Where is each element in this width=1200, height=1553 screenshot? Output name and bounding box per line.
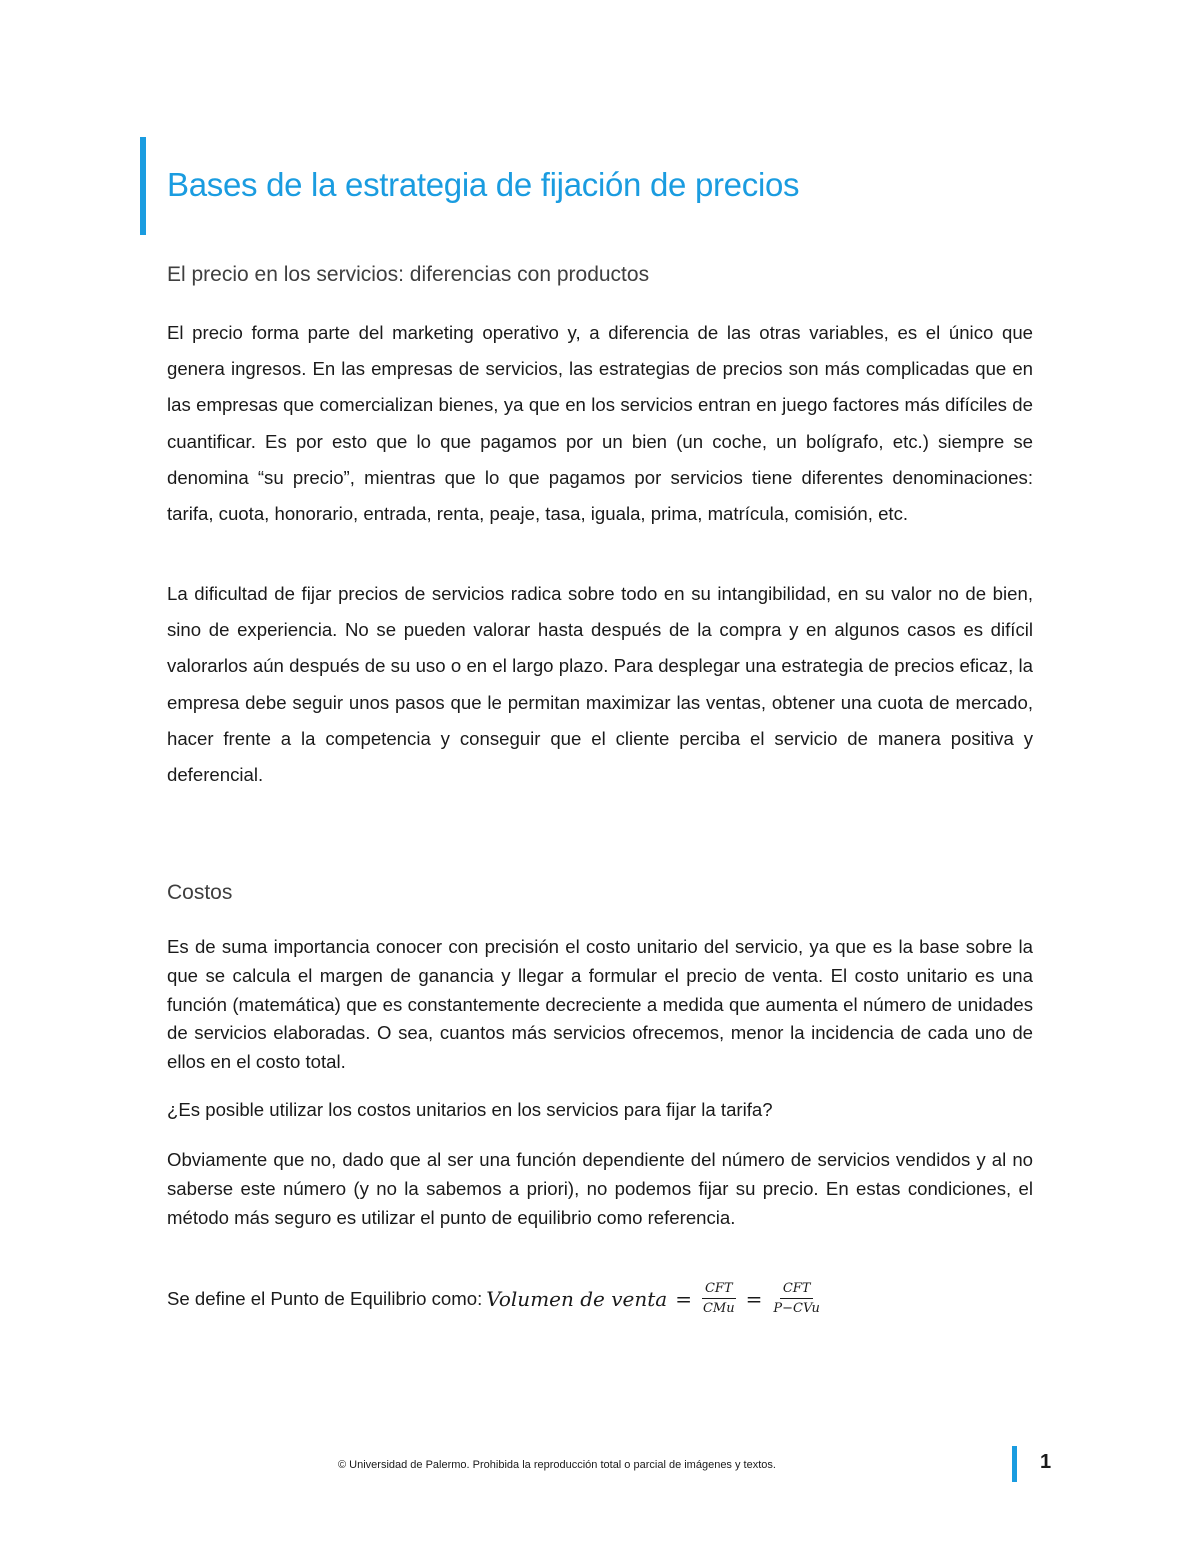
title-accent-bar: [140, 137, 146, 235]
fraction-denominator: CMu: [702, 1301, 735, 1316]
fraction-numerator: CFT: [780, 1281, 814, 1299]
formula-equals-1: =: [675, 1286, 692, 1311]
section-heading-precio-servicios: El precio en los servicios: diferencias con productos: [167, 263, 650, 286]
footer-copyright: © Universidad de Palermo. Prohibida la reproducción total o parcial de imágenes y textos.: [338, 1459, 776, 1471]
formula-fraction-cft-cmu: [700, 1281, 738, 1316]
formula-lhs: Volumen de venta: [486, 1286, 668, 1311]
formula-equals-2: =: [745, 1286, 763, 1311]
section-heading-costos: Costos: [167, 881, 233, 904]
fraction-numerator: CFT: [702, 1281, 736, 1299]
document-title: Bases de la estrategia de fijación de precios: [167, 166, 800, 203]
formula-lead-text: Se define el Punto de Equilibrio como:: [167, 1287, 483, 1309]
paragraph-precio-marketing: El precio forma parte del marketing operativo y, a diferencia de las otras variables, es el único que genera ingresos. En las empresas de servicios, las estrategias de precios son más complicadas que en las empresas que comercializan bienes, ya que en los servicios entran en juego factores más difíciles de cuantificar. Es por esto que lo que pagamos por un bien (un coche, un bolígrafo, etc.) siempre se denomina “su precio”, mientras que lo que pagamos por servicios tiene diferentes denominaciones: tarifa, cuota, honorario, entrada, renta, peaje, tasa, iguala, prima, matrícula, comisión, etc.: [167, 322, 1033, 525]
formula-fraction-cft-pcvu: [770, 1281, 823, 1316]
paragraph-dificultad-precios: La dificultad de fijar precios de servicios radica sobre todo en su intangibilidad, en su valor no de bien, sino de experiencia. No se pueden valorar hasta después de la compra y en algunos casos es difícil valorarlos aún después de su uso o en el largo plazo. Para desplegar una estrategia de precios eficaz, la empresa debe seguir unos pasos que le permitan maximizar las ventas, obtener una cuota de mercado, hacer frente a la competencia y conseguir que el cliente perciba el servicio de manera positiva y deferencial.: [167, 583, 1033, 786]
footer-accent-bar: [1012, 1446, 1017, 1482]
break-even-formula: [167, 1281, 823, 1316]
fraction-denominator: P−CVu: [773, 1301, 820, 1316]
paragraph-respuesta-equilibrio: Obviamente que no, dado que al ser una función dependiente del número de servicios vendidos y al no saberse este número (y no la sabemos a priori), no podemos fijar su precio. En estas condiciones, el método más seguro es utilizar el punto de equilibrio como referencia.: [167, 1149, 1033, 1228]
page-number: 1: [1040, 1451, 1052, 1473]
paragraph-costo-unitario: Es de suma importancia conocer con precisión el costo unitario del servicio, ya que es la base sobre la que se calcula el margen de ganancia y llegar a formular el precio de venta. El costo unitario es una función (matemática) que es constantemente decreciente a medida que aumenta el número de unidades de servicios elaboradas. O sea, cuantos más servicios ofrecemos, menor la incidencia de cada uno de ellos en el costo total.: [167, 936, 1033, 1073]
paragraph-pregunta-tarifa: ¿Es posible utilizar los costos unitarios en los servicios para fijar la tarifa?: [167, 1099, 773, 1120]
